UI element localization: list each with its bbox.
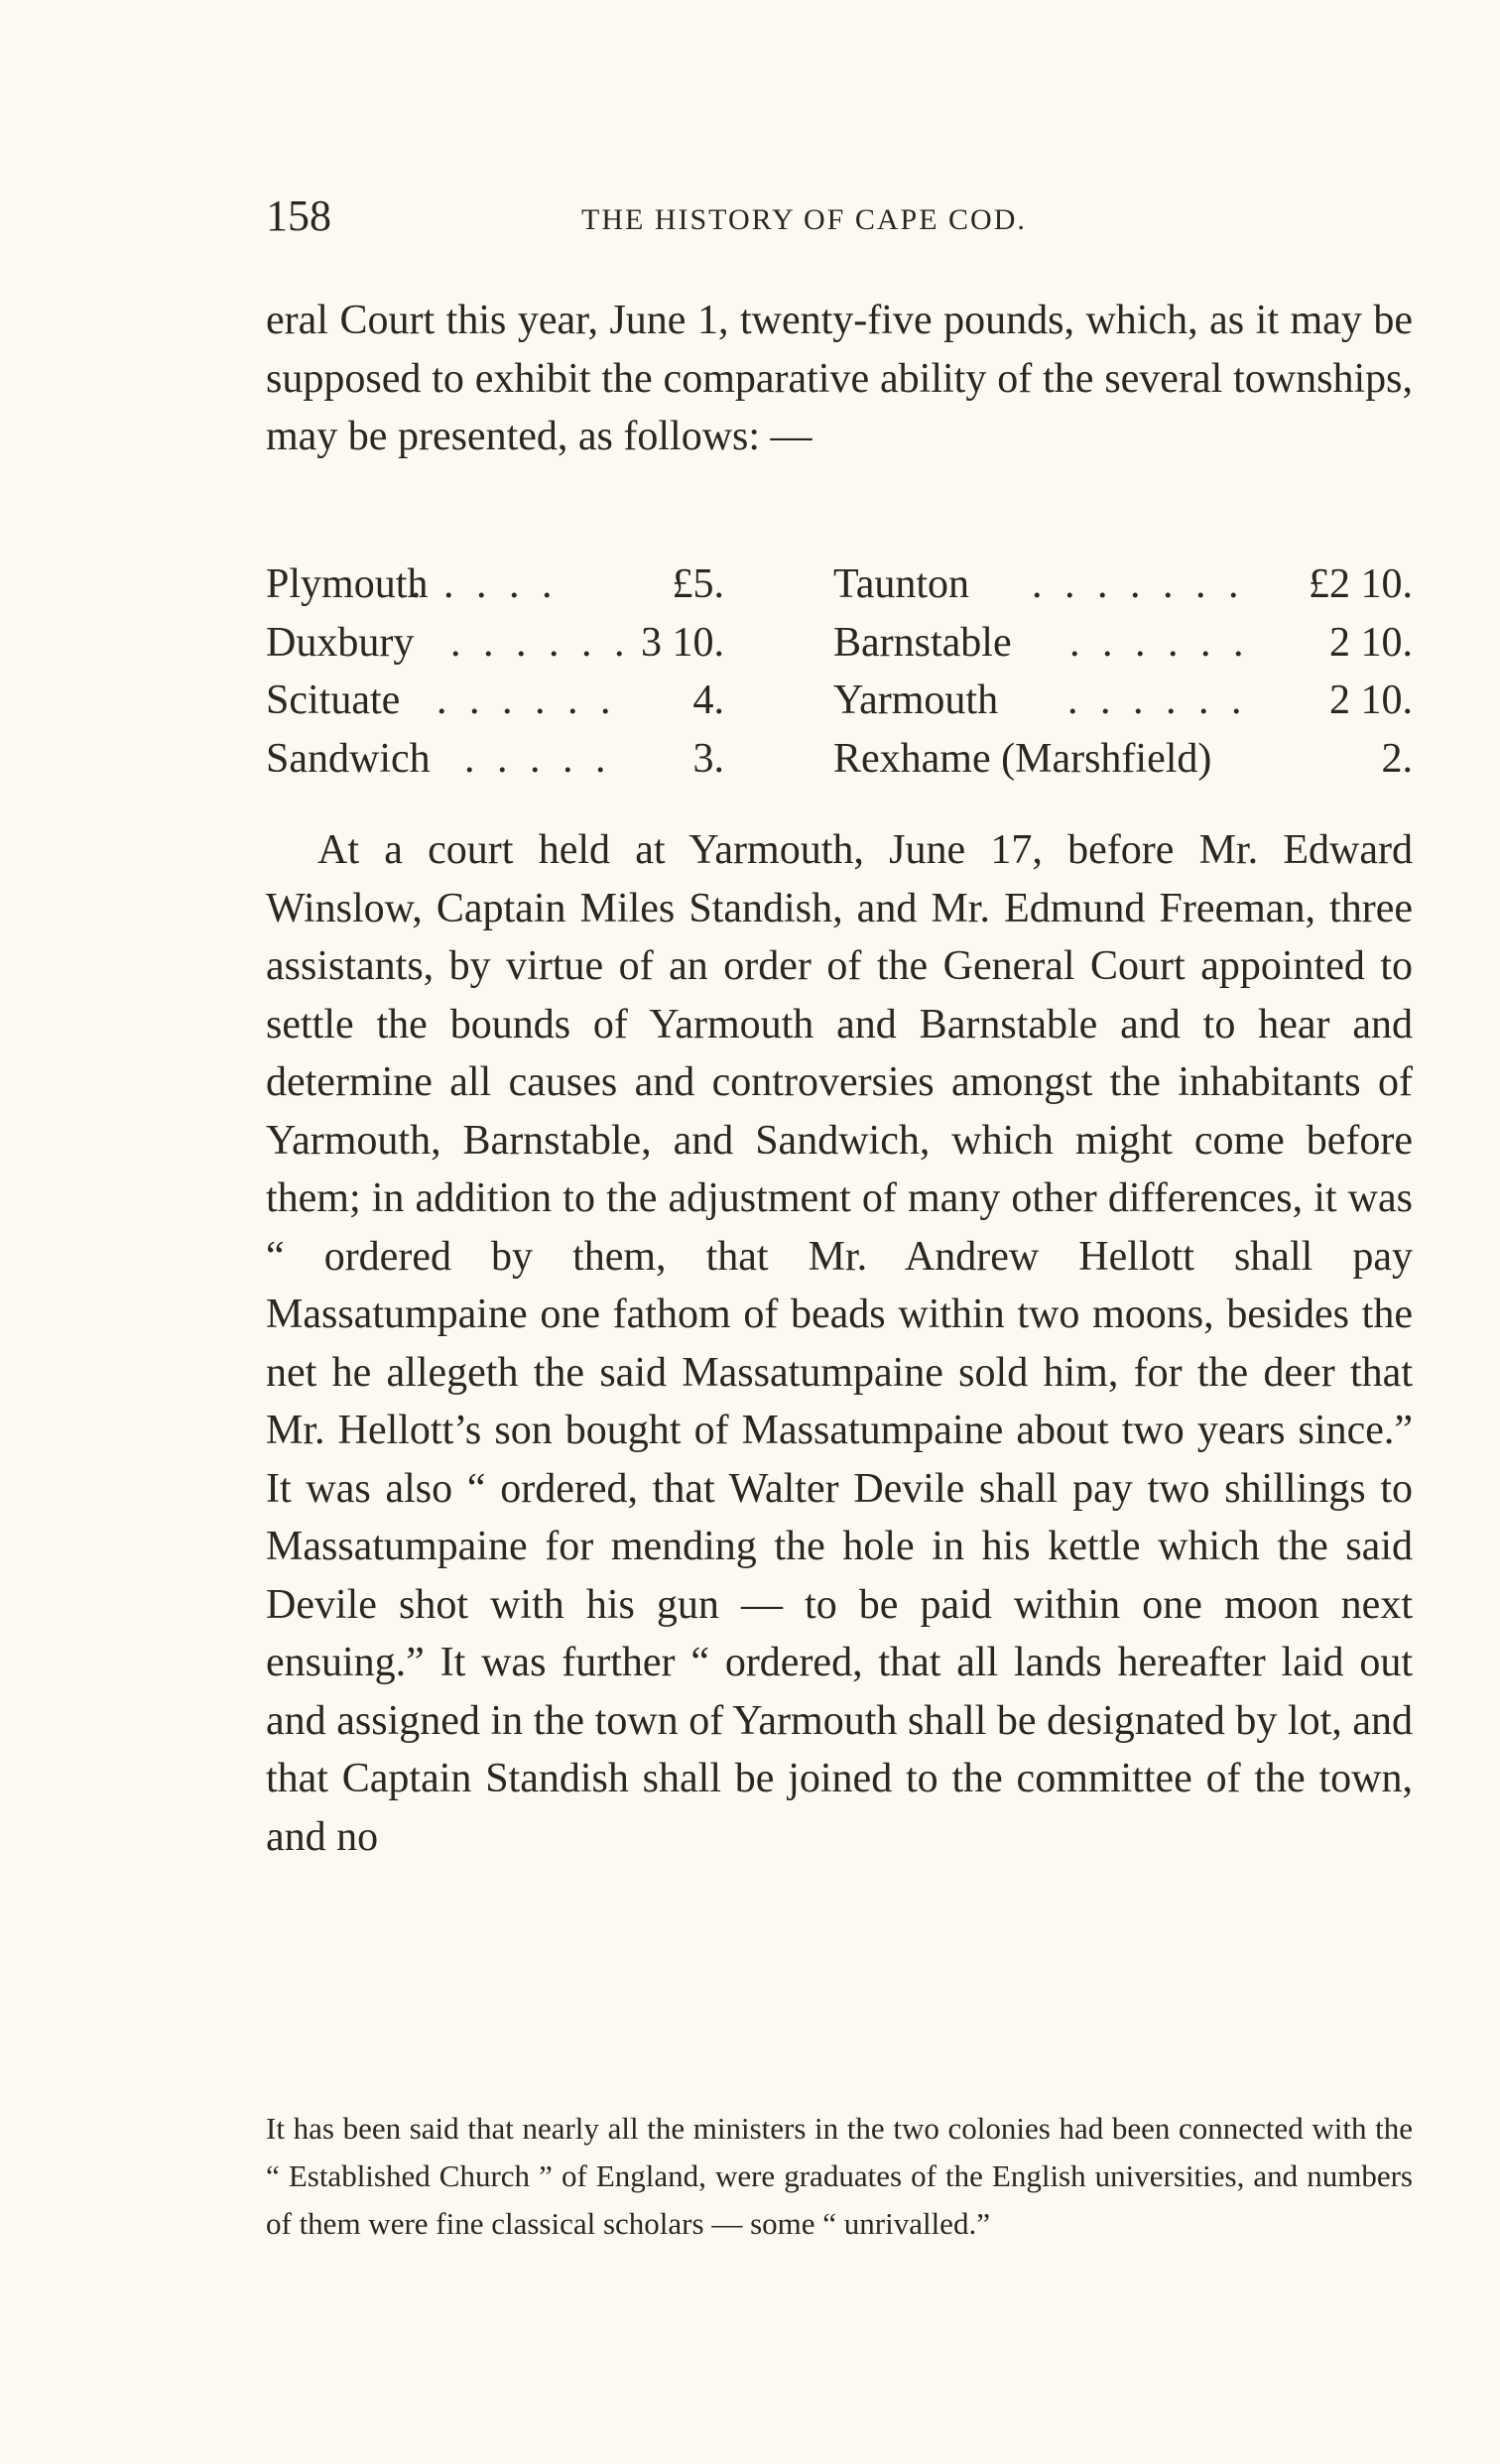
town-name: Scituate [266,678,401,723]
assessment-table [266,555,1413,788]
town-amount: 4. [692,678,724,723]
leader-dots: . . . . . . [1069,619,1250,666]
paragraph-court-at-yarmouth: At a court held at Yarmouth, June 17, before Mr. Edward Winslow, Captain Miles Standish, and Mr. Edmund Freeman, three assistants, by virtue of an order of the General Court appointed to settle the bounds of Yarmouth and Barnstable and to hear and determine all causes and controversies amongst the inhabitants of Yarmouth, Barnstable, and Sandwich, which might come before them; in addition to the adjustment of many other differences, it was “ ordered by them, that Mr. Andrew Hellott shall pay Massatumpaine one fathom of beads within two moons, besides the net he allegeth the said Massatumpaine sold him, for the deer that Mr. Hellott’s son bought of Massatumpaine about two years since.” It was also “ ordered, that Walter Devile shall pay two shillings to Massatumpaine for mending the hole in his kettle which the said Devile shot with his gun — to be paid within one moon next ensuing.” It was further “ ordered, that all lands hereafter laid out and assigned in the town of Yarmouth shall be designated by lot, and that Captain Standish shall be joined to the committee of the town, and no [266,827,1413,1860]
town-name: Taunton [833,561,970,607]
table-row [266,730,1413,789]
page-number: 158 [266,191,331,240]
running-head: THE HISTORY OF CAPE COD. [581,203,1027,236]
town-name: Plymouth [266,561,429,607]
town-name: Rexhame (Marshfield) [833,735,1212,782]
page-header [266,186,1413,246]
town-name: Barnstable [833,619,1012,666]
paragraph-continuation: eral Court this year, June 1, twenty-five pounds, which, as it may be supposed to exhibit the comparative ability of the several townships, may be presented, as follows: — [266,298,1413,459]
table-row [266,672,1413,730]
town-amount: 2. [1381,735,1413,782]
leader-dots: . . . . . [411,561,559,607]
town-amount: 2 10. [1329,678,1413,723]
town-amount: £5. [672,561,724,607]
book-page [266,0,1413,2464]
footnote: It has been said that nearly all the ministers in the two colonies had been connected with the “ Established Church ” of England, were graduates of the English universities, and numbers of them were fine classical scholars — some “ unrivalled.” [266,2111,1413,2241]
town-amount: 3. [692,735,724,782]
town-amount: £2 10. [1309,561,1413,607]
town-name: Duxbury [266,619,415,666]
table-row [266,555,1413,614]
town-name: Yarmouth [833,678,999,723]
leader-dots: . . . . . . [437,678,617,723]
town-name: Sandwich [266,735,431,782]
leader-dots: . . . . . . [1067,678,1248,723]
town-amount: 3 10. [641,619,724,666]
leader-dots: . . . . . . [450,619,631,666]
table-row [266,614,1413,673]
town-amount: 2 10. [1329,619,1413,666]
leader-dots: . . . . . [464,735,612,782]
leader-dots: . . . . . . . [1032,561,1245,607]
